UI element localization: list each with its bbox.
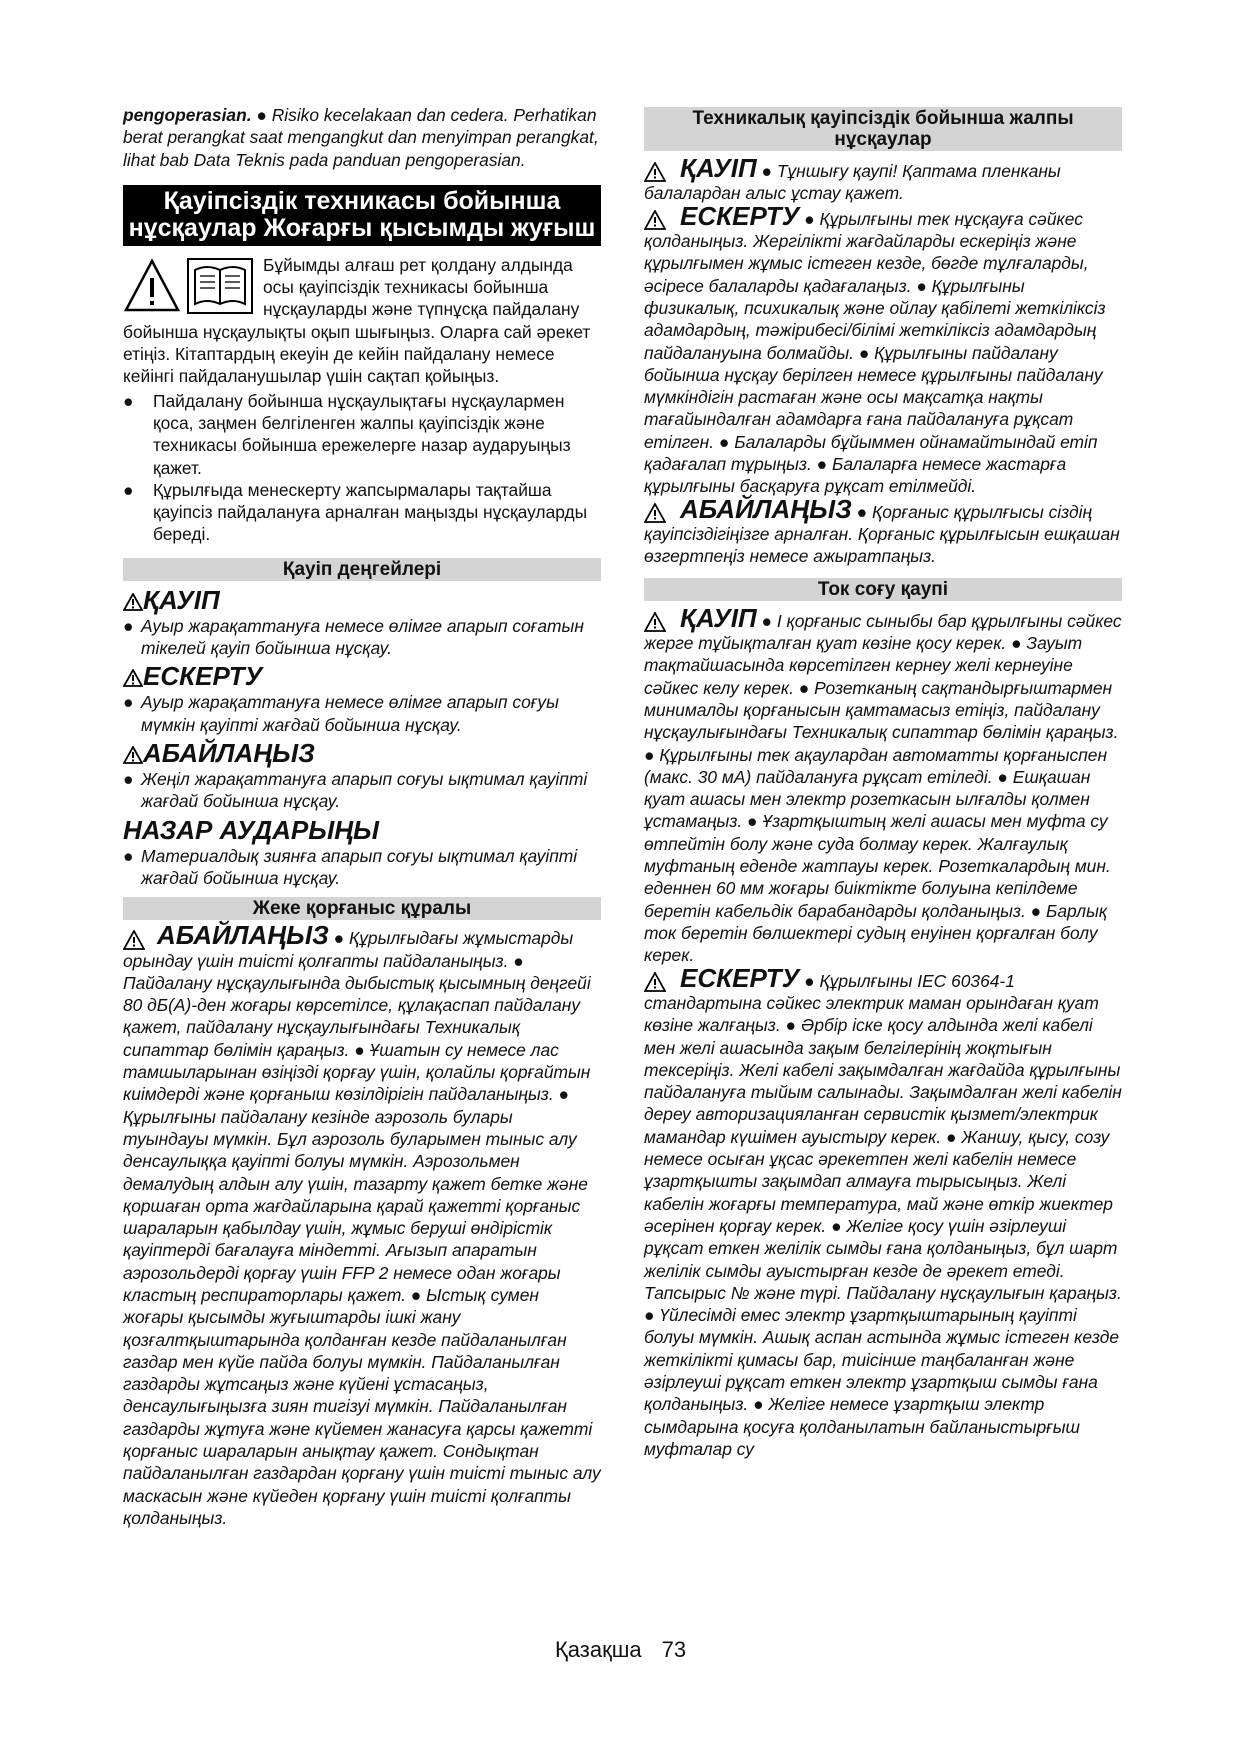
warning-triangle-icon	[644, 503, 666, 523]
shock-danger-label: ҚАУІП	[680, 602, 757, 633]
bullet-text: Ауыр жарақаттануға немесе өлімге апарып соғуы мүмкін қауіпті жағдай бойынша нұсқау.	[141, 692, 559, 735]
intro-bold: pengoperasian.	[123, 105, 252, 125]
intro-rest: ● Risiko kecelakaan dan cedera. Perhatikan berat perangkat saat mengangkut dan menyimpan perangkat, lihat bab Data Teknis pada panduan pengoperasian.	[123, 105, 599, 170]
bullet-dot: ●	[123, 479, 134, 500]
warning-triangle-icon	[123, 593, 143, 611]
level-caution	[123, 738, 601, 768]
intro-paragraph: Бұйымды алғаш рет қолдану алдында осы қауіпсіздік техникасы бойынша нұсқауларды және түпнұсқа пайдалану бойынша нұсқаулықты оқып шығыңыз. Оларға сай әрекет етіңіз. Кітаптардың екеуін де кейін пайдалану немесе кейінгі пайдаланушылар үшін сақтап қойыңыз.	[123, 254, 591, 387]
level-notice: НАЗАР АУДАРЫҢЫ	[123, 814, 380, 845]
level-notice-desc	[123, 845, 601, 890]
shock-warning-text: ● Құрылғыны IEC 60364-1 стандартына сәйкес электрик маман орындаған қуат көзіне жалғаңыз. ● Әрбір іске қосу алдында желі кабелі мен желі ашасында зақым белгілерінің жоқтығын тексеріңіз. Желі кабелі зақымдалған жағдайда құрылғыны пайдалануға тыйым салынады. Зақымдалған желі кабелін дереу авторизацияланған сервистік қызмет/электрик мамандар күшімен ауыстыру керек. ● Жаншу, қысу, созу немесе осыған ұқсас әрекетпен желі кабелін немесе ұзартқышты зақымдап алмауға тырысыңыз. Желі кабелін жоғарғы температура, май және өткір жиектер әсерінен қорғау керек. ● Желіге қосу үшін әзірлеуші рұқсат еткен желілік сымды ғана қолданыңыз, бұл шарт желілік сымды ауыстырған кезде де әрекет етеді. Тапсырыс № және түрі. Пайдалану нұсқаулығын қараңыз. ● Үйлесімді емес электр ұзартқыштарының қауіпті болуы мүмкін. Ашық аспан астында жұмыс істеген кезде жеткілікті қимасы бар, тиісінше таңбаланған және әзірлеуші рұқсат еткен электр ұзартқыш сымды ғана қолданыңыз. ● Желіге немесе ұзартқыш электр сымдарына қосуға қолданылатын байланыстырғыш муфталар су	[644, 970, 1122, 1459]
general-warning-label: ЕСКЕРТУ	[680, 200, 800, 231]
level-danger	[123, 585, 601, 615]
general-warning-paragraph	[644, 200, 1122, 498]
footer-language: Қазақша	[554, 1637, 642, 1662]
warning-triangle-icon	[123, 258, 181, 314]
level-caution-desc	[123, 768, 601, 813]
section-heading-hazard-levels: Қауіп деңгейлері	[123, 558, 601, 581]
level-caution-label: АБАЙЛАҢЫЗ	[143, 737, 315, 768]
manual-book-icon	[187, 258, 253, 314]
general-danger-label: ҚАУІП	[680, 153, 757, 183]
intro-block	[123, 254, 601, 388]
warning-triangle-icon	[123, 930, 145, 950]
warning-triangle-icon	[644, 210, 666, 230]
left-column	[123, 104, 601, 1529]
bullet-text: Жеңіл жарақаттануға апарып соғуы ықтимал қауіпті жағдай бойынша нұсқау.	[141, 768, 588, 812]
general-caution-label: АБАЙЛАҢЫЗ	[680, 493, 852, 524]
bullet-dot: ●	[123, 615, 134, 636]
bullet-dot: ●	[123, 692, 134, 713]
ppe-paragraph	[123, 920, 601, 1529]
general-caution-paragraph	[644, 493, 1122, 568]
section-heading-ppe: Жеке қорғаныс құралы	[123, 897, 601, 920]
page-footer	[0, 1637, 1241, 1663]
general-danger-paragraph	[644, 153, 1122, 205]
level-danger-desc	[123, 615, 601, 660]
bullet-dot: ●	[123, 390, 134, 411]
shock-warning-paragraph	[644, 962, 1122, 1461]
warning-triangle-icon	[123, 669, 143, 687]
intro-continuation	[123, 104, 601, 171]
bullet-text: Құрылғыда менескерту жапсырмалары тақтайша қауіпсіз пайдалануға арналған маңызды нұсқауларды береді.	[153, 479, 588, 545]
section-heading-general: Техникалық қауіпсіздік бойынша жалпы нұсқаулар	[644, 107, 1122, 151]
section-heading-electric-shock: Ток соғу қаупі	[644, 578, 1122, 601]
level-warning-desc	[123, 691, 601, 736]
shock-danger-text: ● I қорғаныс сыныбы бар құрылғыны сәйкес жерге тұйықталған қуат көзіне қосу керек. ● Зауыт тақтайшасында көрсетілген кернеу желі кернеуіне сәйкес келу керек. ● Розетканың сақтандырғыштармен минималды қорғанысын қамтамасыз етіңіз, пайдалану нұсқаулығындағы Техникалық сипаттар бөлімін қараңыз. ● Құрылғыны тек ақаулардан автоматты қорғаныспен (макс. 30 мА) пайдалануға рұқсат етіледі. ● Ешқашан қуат ашасы мен электр розеткасын ылғалды қолмен ұстамаңыз. ● Ұзартқыштың желі ашасы мен муфта су өтпейтін болу және суда болмау керек. Жалғаулық муфтаның еденде жатпауы керек. Розеткалардың мин. еденнен 60 мм жоғары биіктікте болуына кепілдеме беретін кабельдік барабандарды қолданыңыз. ● Барлық ток беретін бөлшектері судың енуінен қорғалған болу керек.	[644, 610, 1122, 966]
ppe-label: АБАЙЛАҢЫЗ	[157, 920, 329, 951]
level-warning	[123, 661, 601, 691]
bullet-text: Пайдалану бойынша нұсқаулықтағы нұсқаулармен қоса, заңмен белгіленген жалпы қауіпсіздік және техникасы бойынша ережелерге назар аударуыңыз қажет.	[153, 390, 571, 478]
general-caution-text: ● Қорғаныс құрылғысы сіздің қауіпсіздігіңізге арналған. Қорғаныс құрылғысын ешқашан өзгертпеңіз немесе ажыратпаңыз.	[644, 501, 1120, 567]
warning-and-manual-icons	[123, 258, 255, 316]
general-warning-text: ● Құрылғыны тек нұсқауға сәйкес қолданыңыз. Жергілікті жағдайларды ескеріңіз және құрылғымен жұмыс істеген кезде, бөгде тұлғаларды, әсіресе балаларды қадағалаңыз. ● Құрылғыны физикалық, психикалық және ойлау қабілеті жеткіліксіз адамдардың, тәжірибесі/білімі жеткіліксіз адамдардың пайдалануына болмайды. ● Құрылғыны пайдалану бойынша нұсқау берілген немесе құрылғыны пайдалану мүмкіндігін растаған және осы мақсатқа нақты тағайындалған адамдарға ғана пайдалануға рұқсат етілген. ● Балаларды бұйыммен ойнамайтындай етіп қадағалап тұрыңыз. ● Балаларға немесе жастарға құрылғыны басқаруға рұқсат етілмейді.	[644, 208, 1106, 497]
bullet-text: Ауыр жарақаттануға немесе өлімге апарып соғатын тікелей қауіп бойынша нұсқау.	[141, 615, 584, 659]
bullet-item	[123, 479, 601, 546]
bullet-item	[123, 390, 601, 479]
warning-triangle-icon	[123, 746, 143, 764]
level-danger-label: ҚАУІП	[143, 584, 220, 615]
ppe-text: ● Құрылғыдағы жұмыстарды орындау үшін тиісті қолғапты пайдаланыңыз. ● Пайдалану нұсқаулығында дыбыстық қысымның деңгейі 80 дБ(А)-ден жоғары көрсетілсе, құлақаспап пайдалану қажет, пайдалану нұсқаулығындағы Техникалық сипаттар бөлімін қараңыз. ● Ұшатын су немесе лас тамшыларынан өзіңізді қорғау үшін, қолайлы қорғайтын киімдерді және қорғаныш көзілдірігін пайдаланыңыз. ● Құрылғыны пайдалану кезінде аэрозоль булары туындауы мүмкін. Бұл аэрозоль буларымен тыныс алу денсаулыққа қауіпті болуы мүмкін. Аэрозольмен демалудың алдын алу үшін, тазарту қажет бетке және қоршаған орта жағдайларына қарай қажетті қорғаныс шараларын қабылдау үшін, жұмыс беруші өндірістік қауіптерді бағалауға міндетті. Ағызып апаратын аэрозольдерді қорғау үшін FFP 2 немесе одан жоғары кластың респираторлары қажет. ● Ыстық сумен жоғары қысымды жуғыштарды ішкі жану қозғалтқыштарында қолданған кезде пайдаланылған газдар мен күйе пайда болуы мүмкін. Пайдаланылған газдарды жұтсаңыз және күйені ұстасаңыз, денсаулығыңызға зиян тигізуі мүмкін. Пайдаланылған газдарды жұтуға және күйемен жанасуға қарсы қажетті қорғаныс шараларын анықтау қажет. Сондықтан пайдаланылған газдардан қорғану үшін тиісті тыныс алу маскасын және күйеден қорғану үшін тиісті қолғапты қолданыңыз.	[123, 928, 601, 1528]
general-danger-text: ● Тұншығу қаупі! Қаптама пленканы балалардан алыс ұстау қажет.	[644, 161, 1061, 204]
right-column	[644, 104, 1122, 1460]
bullet-dot: ●	[123, 845, 134, 866]
page-number: 73	[661, 1637, 687, 1662]
shock-danger-paragraph	[644, 602, 1122, 967]
warning-triangle-icon	[644, 972, 666, 992]
main-heading: Қауіпсіздік техникасы бойынша нұсқаулар Жоғарғы қысымды жуғыш	[123, 185, 601, 246]
bullet-dot: ●	[123, 768, 134, 789]
warning-triangle-icon	[644, 612, 666, 632]
bullet-text: Материалдық зиянға апарып соғуы ықтимал қауіпті жағдай бойынша нұсқау.	[141, 845, 578, 888]
shock-warning-label: ЕСКЕРТУ	[680, 962, 800, 993]
warning-triangle-icon	[644, 162, 666, 182]
level-warning-label: ЕСКЕРТУ	[143, 661, 263, 692]
